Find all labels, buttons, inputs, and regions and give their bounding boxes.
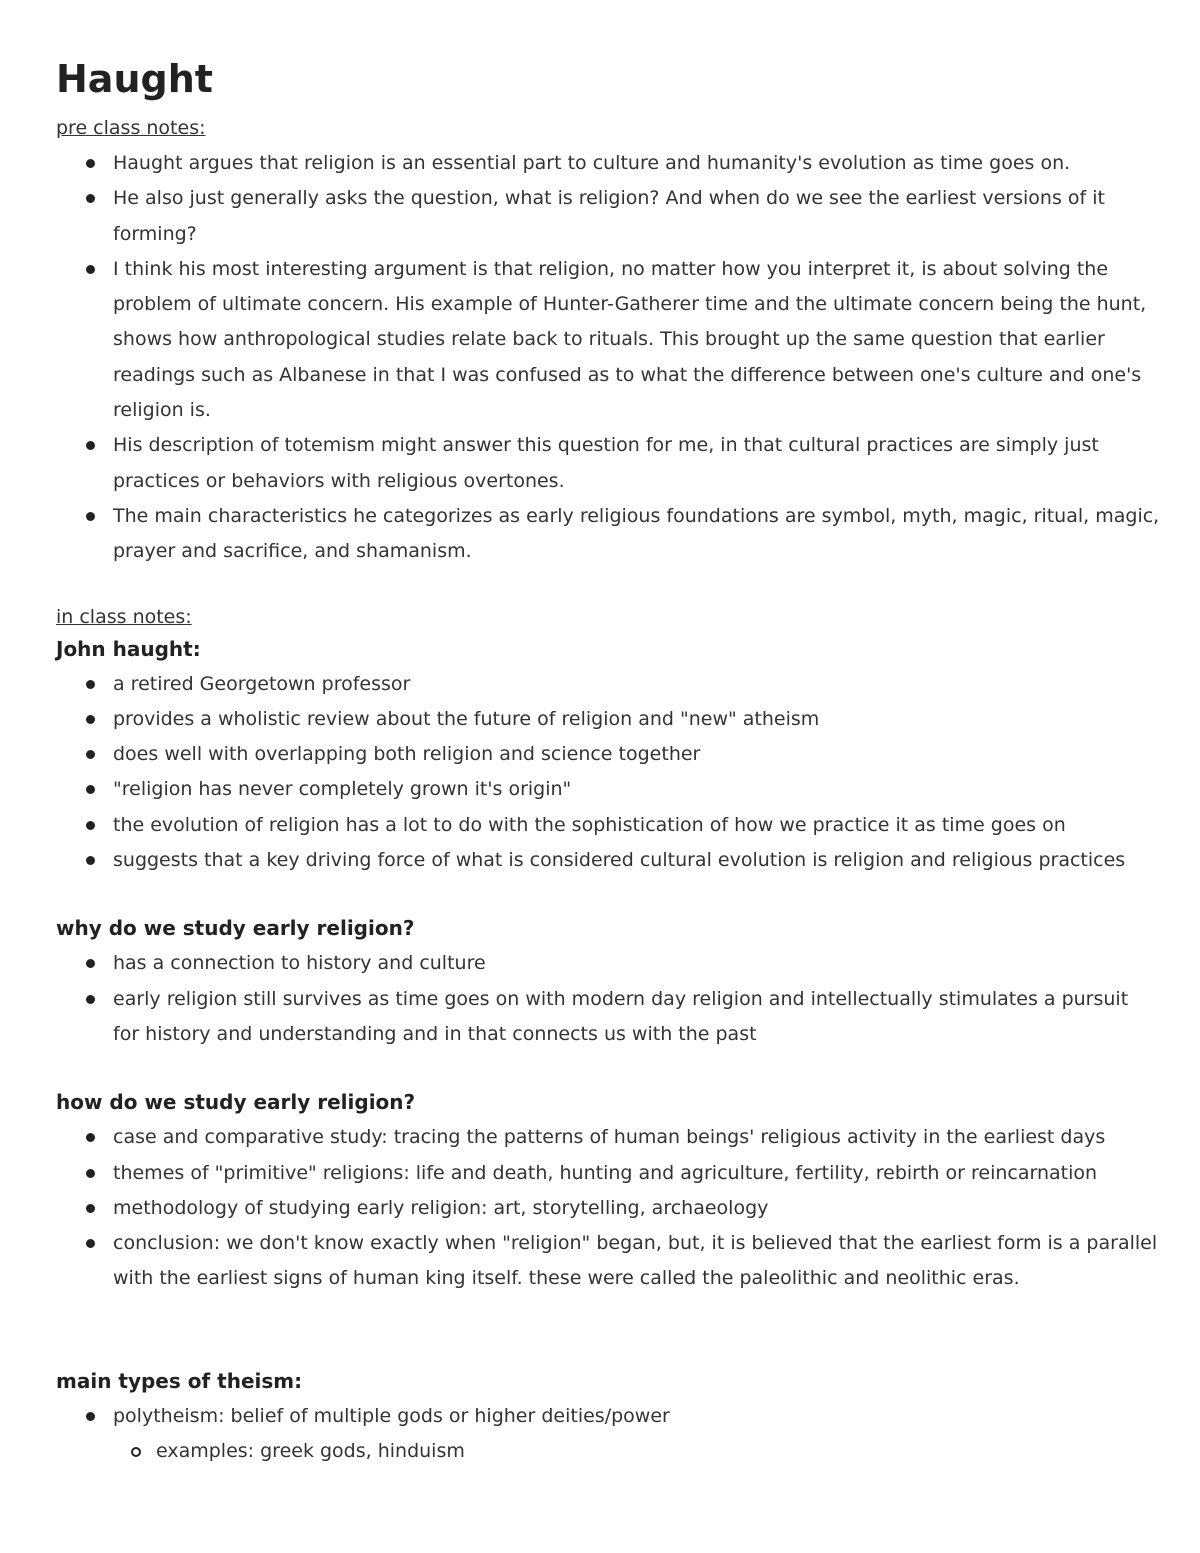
list-item: He also just generally asks the question, what is religion? And when do we see the earliest versions of it forming? xyxy=(113,181,1160,252)
spacer xyxy=(56,1052,1160,1088)
sub-list-item: examples: greek gods, hinduism xyxy=(156,1434,1160,1469)
list-item: the evolution of religion has a lot to do with the sophistication of how we practice it as time goes on xyxy=(113,808,1160,843)
list-item: does well with overlapping both religion and science together xyxy=(113,737,1160,772)
list-item: The main characteristics he categorizes as early religious foundations are symbol, myth, magic, ritual, magic, prayer and sacrifice, and shamanism. xyxy=(113,499,1160,570)
theism-heading: main types of theism: xyxy=(56,1368,303,1393)
list-item: provides a wholistic review about the future of religion and "new" atheism xyxy=(113,702,1160,737)
how-study-heading: how do we study early religion? xyxy=(56,1090,416,1115)
list-item: suggests that a key driving force of what is considered cultural evolution is religion and religious practices xyxy=(113,843,1160,878)
why-study-list xyxy=(56,946,1160,1052)
how-study-list xyxy=(56,1120,1160,1296)
pre-class-label: pre class notes: xyxy=(56,117,206,139)
john-haught-list xyxy=(56,667,1160,879)
why-study-heading: why do we study early religion? xyxy=(56,916,415,941)
list-item: I think his most interesting argument is that religion, no matter how you interpret it, is about solving the problem of ultimate concern. His example of Hunter-Gatherer time and the ultimate concern being the hunt, shows how anthropological studies relate back to rituals. This brought up the same question that earlier readings such as Albanese in that I was confused as to what the difference between one's culture and one's religion is. xyxy=(113,252,1160,428)
list-item: "religion has never completely grown it's origin" xyxy=(113,772,1160,807)
list-item: case and comparative study: tracing the patterns of human beings' religious activity in the earliest days xyxy=(113,1120,1160,1155)
list-item: themes of "primitive" religions: life and death, hunting and agriculture, fertility, rebirth or reincarnation xyxy=(113,1156,1160,1191)
theism-sub-list xyxy=(113,1434,1160,1469)
list-item: methodology of studying early religion: art, storytelling, archaeology xyxy=(113,1191,1160,1226)
page-title: Haught xyxy=(56,57,213,101)
spacer xyxy=(56,570,1160,605)
list-item: His description of totemism might answer this question for me, in that cultural practices are simply just practices or behaviors with religious overtones. xyxy=(113,428,1160,499)
spacer xyxy=(56,1297,1160,1367)
list-item: a retired Georgetown professor xyxy=(113,667,1160,702)
spacer xyxy=(56,878,1160,914)
list-item xyxy=(113,1399,1160,1469)
in-class-label: in class notes: xyxy=(56,605,192,628)
john-haught-heading: John haught: xyxy=(56,636,201,661)
list-item: has a connection to history and culture xyxy=(113,946,1160,981)
theism-list xyxy=(56,1399,1160,1469)
list-item: conclusion: we don't know exactly when "religion" began, but, it is believed that the earliest form is a parallel with the earliest signs of human king itself. these were called the paleolithic and neolithic eras. xyxy=(113,1226,1160,1297)
list-item-text: polytheism: belief of multiple gods or higher deities/power xyxy=(113,1404,670,1427)
pre-class-list xyxy=(56,146,1160,570)
list-item: Haught argues that religion is an essential part to culture and humanity's evolution as time goes on. xyxy=(113,146,1160,181)
list-item: early religion still survives as time goes on with modern day religion and intellectually stimulates a pursuit for history and understanding and in that connects us with the past xyxy=(113,982,1160,1053)
